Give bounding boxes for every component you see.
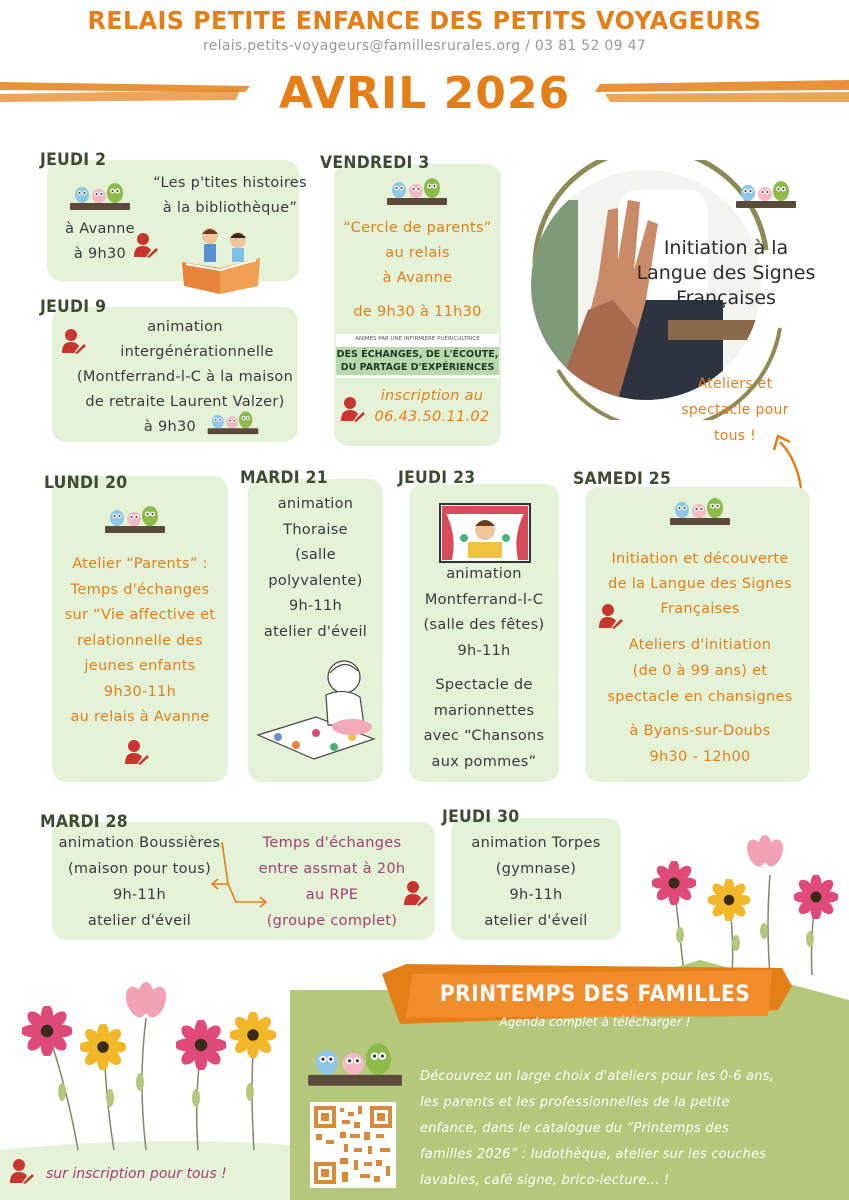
day-label: JEUDI 30 (442, 807, 520, 827)
registration-icon (599, 603, 623, 629)
event-text: “Cercle de parents” au relais à Avanne (343, 220, 492, 286)
lsf-title: Initiation à la Langue des Signes Françaises (636, 237, 816, 309)
registration-icon (404, 880, 428, 906)
header-contact[interactable]: relais.petits-voyageurs@famillesrurales.org / 03 81 52 09 47 (202, 38, 647, 54)
flowers-decoration (18, 982, 288, 1150)
header-title: RELAIS PETITE ENFANCE DES PETITS VOYAGEURS (87, 6, 762, 35)
day-label: JEUDI 23 (398, 468, 476, 488)
lsf-caption: Ateliers et spectacle pour tous ! (681, 376, 789, 444)
printemps-title: PRINTEMPS DES FAMILLES (439, 982, 751, 1007)
tous-famille-logo (103, 505, 167, 537)
event-text: animation Torpes (gymnase) 9h-11h atelier d'éveil (471, 835, 601, 929)
day-label: MARDI 28 (40, 812, 128, 832)
registration-phone[interactable]: inscription au 06.43.50.11.02 (374, 388, 490, 425)
month-title: AVRIL 2026 (278, 68, 571, 119)
event-show: Spectacle de marionnettes avec “Chansons aux pommes” (423, 677, 545, 770)
day-label: JEUDI 2 (40, 150, 107, 170)
event-text: animation Thoraise (salle polyvalente) 9h-11h atelier d'éveil (263, 496, 368, 640)
tous-famille-logo (668, 497, 732, 529)
event-workshops: Ateliers d'initiation (de 0 à 99 ans) et spectacle en chansignes (607, 637, 793, 705)
registration-icon (10, 1158, 34, 1184)
registration-icon (341, 396, 365, 422)
registration-icon (125, 739, 149, 765)
event-location: à Byans-sur-Doubs 9h30 - 12h00 (629, 723, 771, 765)
puppet-theatre-illustration (438, 502, 532, 564)
event-time: de 9h30 à 11h30 (353, 304, 482, 320)
day-label: SAMEDI 25 (573, 469, 672, 489)
footer-note: sur inscription pour tous ! (46, 1166, 227, 1182)
day-label: VENDREDI 3 (320, 153, 430, 173)
event-text: animation intergénérationnelle (Montferrand-l-C à la maison de retraite Laurent Valzer) (76, 319, 294, 410)
printemps-subtitle[interactable]: Agenda complet à télécharger ! (499, 1015, 691, 1029)
event-details: à Avanne à 9h30 (65, 221, 135, 262)
event-text: Initiation et découverte de la Langue des Signes Françaises (608, 551, 792, 617)
kids-reading-book-illustration (180, 224, 265, 296)
tous-famille-logo (68, 182, 132, 214)
info-banner: ANIMÉS PAR UNE INFIRMIÈRE PUÉRICULTRICE DES ÉCHANGES, DE L'ÉCOUTE, DU PARTAGE D'EXPÉRIENCES (336, 334, 499, 378)
day-label: LUNDI 20 (44, 473, 128, 493)
assmat-exchange-text: Temps d'échanges entre assmat à 20h au RPE (groupe complet) (258, 835, 406, 929)
event-text: “Les p'tites histoires à la bibliothèque” (153, 175, 307, 216)
event-time: à 9h30 (143, 419, 197, 435)
event-text: Atelier “Parents” : Temps d'échanges sur “Vie affective et relationnelle des jeunes enfants 9h30-11h au relais à Avanne (64, 556, 216, 725)
day-label: MARDI 21 (240, 468, 328, 488)
tous-famille-logo (206, 410, 260, 438)
event-text: animation Montferrand-l-C (salle des fêtes) 9h-11h (423, 566, 545, 659)
tous-famille-logo (385, 177, 449, 209)
printemps-description: Découvrez un large choix d'ateliers pour les 0-6 ans, les parents et les professionnelles de la petite enfance, dans le catalogue du “Printemps des familles 2026” : ludothèque, atelier sur les couches lavables, café signe, brico-lecture... ! (420, 1069, 774, 1188)
day-label: JEUDI 9 (40, 297, 107, 317)
event-text: animation Boussières (maison pour tous) 9h-11h atelier d'éveil (58, 835, 221, 929)
child-playing-illustration (256, 655, 376, 765)
registration-icon (134, 232, 158, 258)
tous-famille-logo (305, 1042, 405, 1092)
qr-code[interactable] (310, 1102, 396, 1188)
